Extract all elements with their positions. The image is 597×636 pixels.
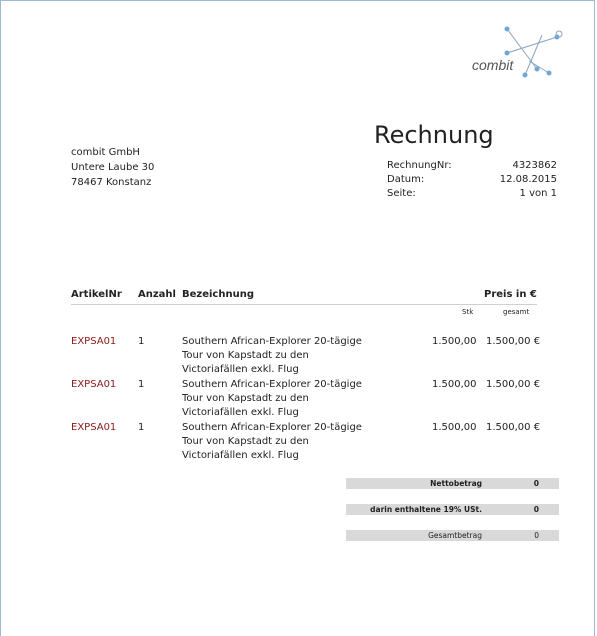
header-divider bbox=[71, 304, 537, 305]
total-label: Nettobetrag bbox=[430, 479, 482, 488]
meta-value: 1 von 1 bbox=[519, 188, 557, 199]
total-label: Gesamtbetrag bbox=[428, 531, 482, 540]
column-header-description: Bezeichnung bbox=[182, 289, 254, 300]
gross-amount-row bbox=[346, 530, 559, 541]
column-header-article: ArtikelNr bbox=[71, 289, 122, 300]
net-amount-row bbox=[346, 478, 559, 489]
description-line: Southern African-Explorer 20-tägige bbox=[182, 379, 362, 390]
total-value: 0 bbox=[533, 505, 539, 514]
total-value: 0 bbox=[533, 479, 539, 488]
address-line: Untere Laube 30 bbox=[71, 162, 155, 173]
column-header-price: Preis in € bbox=[484, 289, 537, 300]
meta-label: Seite: bbox=[387, 188, 416, 199]
description-line: Southern African-Explorer 20-tägige bbox=[182, 422, 362, 433]
subheader-total: gesamt bbox=[503, 308, 530, 316]
item-quantity: 1 bbox=[138, 336, 145, 347]
item-total-price: 1.500,00 € bbox=[486, 336, 541, 347]
item-description bbox=[182, 335, 362, 377]
vat-amount-row bbox=[346, 504, 559, 515]
item-quantity: 1 bbox=[138, 422, 145, 433]
description-line: Tour von Kapstadt zu den bbox=[182, 436, 309, 447]
meta-row bbox=[387, 187, 557, 201]
item-unit-price: 1.500,00 bbox=[432, 422, 477, 433]
item-total-price: 1.500,00 € bbox=[486, 379, 541, 390]
meta-value: 12.08.2015 bbox=[499, 174, 557, 185]
item-article-number: EXPSA01 bbox=[71, 336, 117, 347]
total-label: darin enthaltene 19% USt. bbox=[370, 505, 482, 514]
item-total-price: 1.500,00 € bbox=[486, 422, 541, 433]
description-line: Victoriafällen exkl. Flug bbox=[182, 407, 299, 418]
meta-row bbox=[387, 159, 557, 173]
address-line: combit GmbH bbox=[71, 147, 140, 158]
address-line: 78467 Konstanz bbox=[71, 177, 152, 188]
item-unit-price: 1.500,00 bbox=[432, 379, 477, 390]
description-line: Victoriafällen exkl. Flug bbox=[182, 364, 299, 375]
invoice-meta bbox=[387, 159, 557, 201]
meta-row bbox=[387, 173, 557, 187]
sender-address bbox=[71, 145, 154, 190]
meta-label: Datum: bbox=[387, 174, 425, 185]
description-line: Tour von Kapstadt zu den bbox=[182, 393, 309, 404]
total-value: 0 bbox=[534, 531, 539, 540]
subheader-unit: Stk bbox=[462, 308, 474, 316]
logo-text: combit bbox=[472, 57, 514, 73]
item-article-number: EXPSA01 bbox=[71, 379, 117, 390]
item-unit-price: 1.500,00 bbox=[432, 336, 477, 347]
description-line: Southern African-Explorer 20-tägige bbox=[182, 336, 362, 347]
meta-value: 4323862 bbox=[512, 160, 557, 171]
description-line: Tour von Kapstadt zu den bbox=[182, 350, 309, 361]
document-title: Rechnung bbox=[374, 121, 494, 149]
description-line: Victoriafällen exkl. Flug bbox=[182, 450, 299, 461]
item-description bbox=[182, 378, 362, 420]
item-description bbox=[182, 421, 362, 463]
column-header-quantity: Anzahl bbox=[138, 289, 176, 300]
meta-label: RechnungNr: bbox=[387, 160, 452, 171]
item-article-number: EXPSA01 bbox=[71, 422, 117, 433]
item-quantity: 1 bbox=[138, 379, 145, 390]
